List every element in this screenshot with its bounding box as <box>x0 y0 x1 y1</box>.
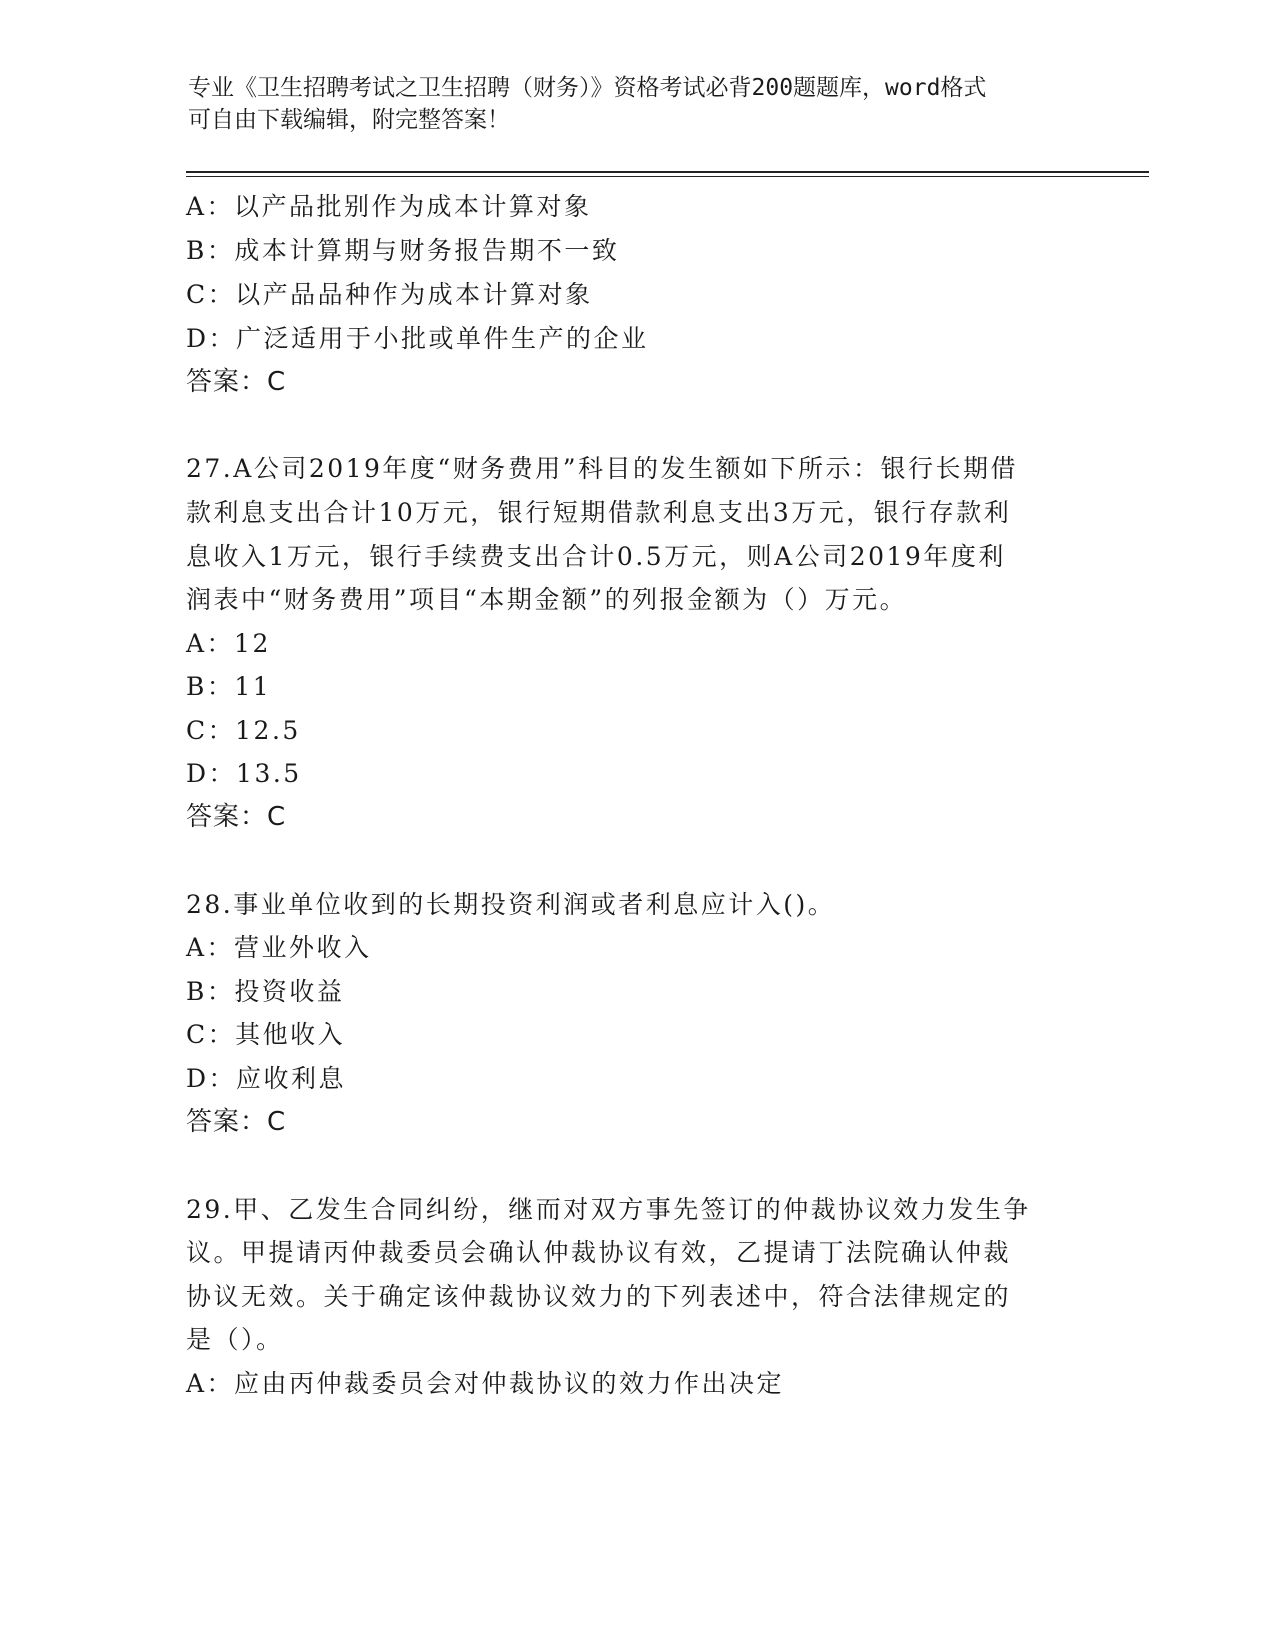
q28-answer: 答案：C <box>186 1107 287 1137</box>
q28-option-a: A：营业外收入 <box>186 933 372 962</box>
q28-option-c: C：其他收入 <box>186 1020 346 1049</box>
q26-option-a: A：以产品批别作为成本计算对象 <box>186 192 592 221</box>
q26-option-c: C：以产品品种作为成本计算对象 <box>186 280 593 309</box>
q28-stem-line-1: 28.事业单位收到的长期投资利润或者利息应计入()。 <box>186 890 836 919</box>
header-line-2: 可自由下载编辑，附完整答案！ <box>188 107 510 133</box>
q26-answer: 答案：C <box>186 367 287 397</box>
q28-option-b: B：投资收益 <box>186 977 345 1006</box>
q29-stem-line-3: 协议无效。关于确定该仲裁协议效力的下列表述中，符合法律规定的 <box>186 1282 1012 1311</box>
q26-option-b: B：成本计算期与财务报告期不一致 <box>186 236 620 265</box>
q27-stem-line-1: 27.A公司2019年度“财务费用”科目的发生额如下所示：银行长期借 <box>186 454 1018 483</box>
q27-stem-line-3: 息收入1万元，银行手续费支出合计0.5万元，则A公司2019年度利 <box>186 542 1006 571</box>
q27-stem-line-4: 润表中“财务费用”项目“本期金额”的列报金额为（）万元。 <box>186 585 908 614</box>
q27-stem-line-2: 款利息支出合计10万元，银行短期借款利息支出3万元，银行存款利 <box>186 498 1012 527</box>
q29-stem-line-1: 29.甲、乙发生合同纠纷，继而对双方事先签订的仲裁协议效力发生争 <box>186 1195 1031 1224</box>
q29-stem-line-4: 是（）。 <box>186 1325 284 1354</box>
q27-option-d: D：13.5 <box>186 759 302 788</box>
q28-option-d: D：应收利息 <box>186 1064 347 1093</box>
header-rule-bottom <box>186 176 1149 177</box>
q27-option-a: A：12 <box>186 629 271 658</box>
q27-answer: 答案：C <box>186 802 287 832</box>
q27-option-c: C：12.5 <box>186 716 301 745</box>
q29-stem-line-2: 议。甲提请丙仲裁委员会确认仲裁协议有效，乙提请丁法院确认仲裁 <box>186 1238 1012 1267</box>
header-rule-top <box>186 171 1149 173</box>
q26-option-d: D：广泛适用于小批或单件生产的企业 <box>186 324 649 353</box>
header-line-1: 专业《卫生招聘考试之卫生招聘（财务）》资格考试必背200题题库，word格式 <box>188 75 987 101</box>
q27-option-b: B：11 <box>186 672 272 701</box>
q29-option-a: A：应由丙仲裁委员会对仲裁协议的效力作出决定 <box>186 1369 785 1398</box>
